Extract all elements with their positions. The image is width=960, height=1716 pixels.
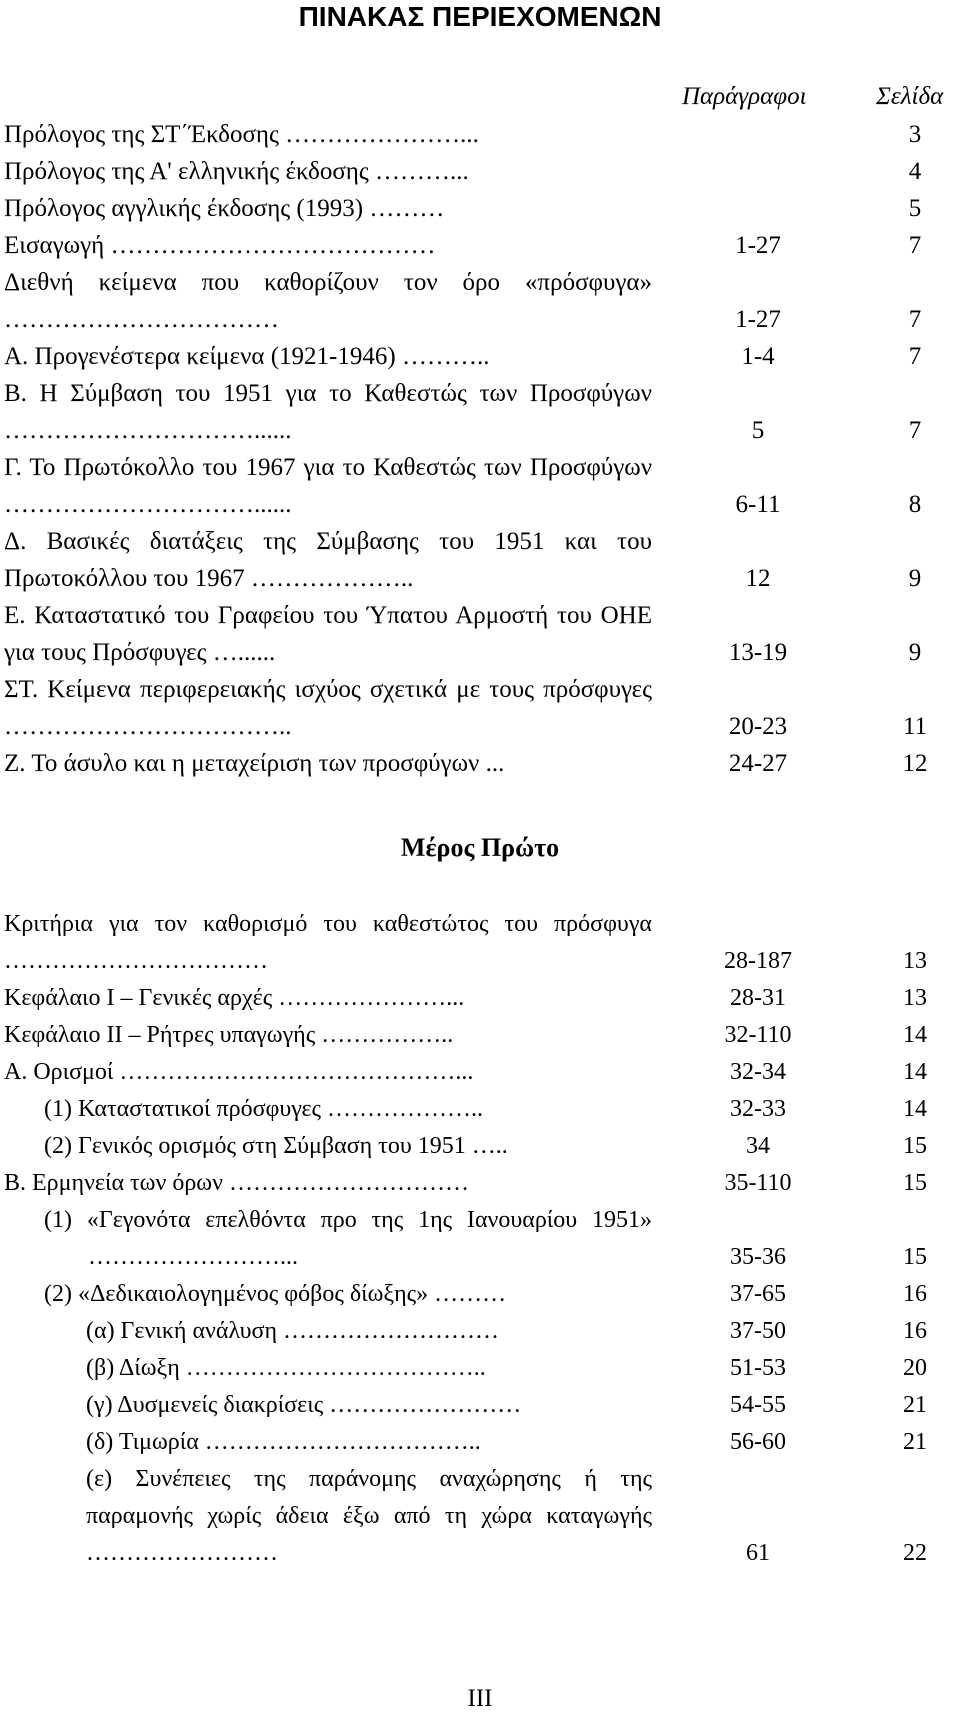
toc-entry [0, 980, 960, 1017]
paragraphs-column-header: Παράγραφοι [682, 83, 807, 110]
toc-entry [0, 153, 960, 190]
toc-entry-paragraphs: 51-53 [730, 1355, 786, 1381]
toc-entry-title: (β) Δίωξη ……………………………….. [86, 1355, 486, 1381]
toc-entry-paragraphs: 28-31 [730, 985, 786, 1011]
toc-entry [0, 190, 960, 227]
toc-entry [0, 1054, 960, 1091]
toc-entry [0, 597, 960, 671]
toc-entry-title: Διεθνή κείμενα που καθορίζουν τον όρο «πρόσφυγα» …………………………… [4, 269, 652, 333]
toc-entry-title: (1) Καταστατικοί πρόσφυγες ……………….. [44, 1096, 484, 1122]
toc-entry-page: 21 [903, 1392, 927, 1418]
toc-entry-page: 13 [903, 985, 927, 1011]
toc-entry-paragraphs: 13-19 [728, 639, 788, 666]
toc-entry-page: 12 [902, 750, 928, 777]
page-column-header: Σελίδα [876, 83, 944, 110]
toc-entry-title: (2) Γενικός ορισμός στη Σύμβαση του 1951 ….. [44, 1133, 508, 1159]
toc-entry [0, 1165, 960, 1202]
toc-entry [0, 671, 960, 745]
toc-entry-title: Δ. Βασικές διατάξεις της Σύμβασης του 1951 και του Πρωτοκόλλου του 1967 ……………….. [4, 528, 652, 592]
toc-entry-paragraphs: 32-110 [724, 1022, 792, 1048]
toc-entry-page: 3 [908, 121, 922, 148]
toc-entry-page: 9 [908, 565, 922, 592]
toc-entry-title: Ε. Καταστατικό του Γραφείου του Ύπατου Αρμοστή του ΟΗΕ για τους Πρόσφυγες …...... [4, 602, 652, 666]
toc-entry-paragraphs: 54-55 [730, 1392, 786, 1418]
toc-entry-page: 16 [903, 1281, 927, 1307]
toc-entry-paragraphs: 61 [746, 1540, 770, 1566]
toc-entry-paragraphs: 12 [745, 565, 771, 592]
toc-entry-page: 4 [908, 158, 922, 185]
toc-entry [0, 1202, 960, 1276]
toc-entry-title: Β. Ερμηνεία των όρων ………………………… [4, 1170, 469, 1196]
toc-entry-paragraphs: 24-27 [728, 750, 788, 777]
toc-entry-paragraphs: 37-65 [730, 1281, 786, 1307]
toc-entry [0, 1350, 960, 1387]
toc-entry-page: 20 [903, 1355, 927, 1381]
toc-entry-page: 14 [903, 1059, 927, 1085]
toc-entry-title: Κεφάλαιο ΙΙ – Ρήτρες υπαγωγής …………….. [4, 1022, 454, 1048]
toc-entry-title: (α) Γενική ανάλυση ……………………… [86, 1318, 500, 1344]
toc-entry [0, 227, 960, 264]
toc-entry [0, 1313, 960, 1350]
toc-entry [0, 375, 960, 449]
toc-entry-paragraphs: 56-60 [730, 1429, 786, 1455]
toc-entry-paragraphs: 37-50 [730, 1318, 786, 1344]
toc-entry [0, 523, 960, 597]
toc-entry-page: 15 [903, 1244, 927, 1270]
part-one-title: Μέρος Πρώτο [400, 833, 560, 862]
toc-entry [0, 1091, 960, 1128]
toc-entry-title: ΣΤ. Κείμενα περιφερειακής ισχύος σχετικά με τους πρόσφυγες …………………………….. [4, 676, 652, 740]
toc-entry-title: Πρόλογος της ΣΤ΄Έκδοσης …………………... [4, 121, 479, 148]
toc-entry-page: 11 [902, 713, 928, 740]
toc-entry-title: Κεφάλαιο Ι – Γενικές αρχές …………………... [4, 985, 465, 1011]
toc-entry [0, 906, 960, 980]
toc-entry-page: 15 [903, 1170, 927, 1196]
toc-introduction-list [0, 116, 960, 782]
toc-entry-page: 14 [903, 1022, 927, 1048]
toc-entry-page: 13 [903, 948, 927, 974]
toc-entry-page: 22 [903, 1540, 927, 1566]
page-number: III [467, 1685, 493, 1712]
toc-entry-page: 5 [908, 195, 922, 222]
toc-entry [0, 449, 960, 523]
toc-entry-paragraphs: 35-110 [724, 1170, 792, 1196]
toc-entry-page: 14 [903, 1096, 927, 1122]
toc-entry-page: 7 [908, 417, 922, 444]
toc-part-one-list [0, 906, 960, 1572]
toc-entry-paragraphs: 35-36 [730, 1244, 786, 1270]
toc-entry [0, 1017, 960, 1054]
toc-entry-paragraphs: 20-23 [728, 713, 788, 740]
toc-entry-page: 7 [908, 306, 922, 333]
column-headers [0, 80, 960, 114]
toc-entry-page: 16 [903, 1318, 927, 1344]
toc-entry-title: Γ. Το Πρωτόκολλο του 1967 για το Καθεστώς των Προσφύγων …………………………...... [4, 454, 652, 518]
toc-entry-title: Κριτήρια για τον καθορισμό του καθεστώτος του πρόσφυγα …………………………… [4, 911, 652, 974]
toc-entry-paragraphs: 5 [751, 417, 765, 444]
toc-entry-title: Εισαγωγή ………………………………… [4, 232, 436, 259]
toc-entry-title: (ε) Συνέπειες της παράνομης αναχώρησης ή της παραμονής χωρίς άδεια έξω από τη χώρα καταγωγής …………………… [86, 1466, 652, 1566]
toc-entry-paragraphs: 34 [746, 1133, 770, 1159]
toc-entry [0, 1424, 960, 1461]
toc-entry-page: 15 [903, 1133, 927, 1159]
toc-entry-page: 21 [903, 1429, 927, 1455]
toc-entry-page: 8 [908, 491, 922, 518]
toc-entry [0, 1128, 960, 1165]
toc-entry-title: Α. Προγενέστερα κείμενα (1921-1946) ……….. [4, 343, 490, 370]
toc-entry-page: 9 [908, 639, 922, 666]
toc-entry [0, 116, 960, 153]
toc-entry [0, 338, 960, 375]
toc-entry [0, 1387, 960, 1424]
toc-entry-paragraphs: 32-34 [730, 1059, 786, 1085]
toc-entry-title: (γ) Δυσμενείς διακρίσεις …………………… [86, 1392, 522, 1418]
toc-entry-title: (2) «Δεδικαιολογημένος φόβος δίωξης» ……… [44, 1281, 507, 1307]
toc-entry-paragraphs: 1-4 [741, 343, 775, 370]
toc-entry [0, 1461, 960, 1572]
toc-entry [0, 745, 960, 782]
toc-entry-title: Β. Η Σύμβαση του 1951 για το Καθεστώς των Προσφύγων …………………………...... [4, 380, 652, 444]
toc-entry [0, 1276, 960, 1313]
toc-entry-title: Πρόλογος αγγλικής έκδοσης (1993) ……… [4, 195, 445, 222]
toc-entry-title: Α. Ορισμοί ……………………………………... [4, 1059, 474, 1085]
toc-entry-paragraphs: 28-187 [724, 948, 792, 974]
toc-entry-page: 7 [908, 343, 922, 370]
toc-entry-title: Ζ. Το άσυλο και η μεταχείριση των προσφύγων ... [4, 750, 505, 777]
toc-entry-paragraphs: 1-27 [735, 306, 781, 333]
toc-entry-paragraphs: 6-11 [735, 491, 781, 518]
toc-entry-page: 7 [908, 232, 922, 259]
toc-entry-paragraphs: 1-27 [735, 232, 781, 259]
toc-entry [0, 264, 960, 338]
toc-entry-paragraphs: 32-33 [730, 1096, 786, 1122]
toc-entry-title: Πρόλογος της Α' ελληνικής έκδοσης ………... [4, 158, 469, 185]
toc-entry-title: (1) «Γεγονότα επελθόντα προ της 1ης Ιανουαρίου 1951» ……………………... [44, 1207, 652, 1270]
document-title: ΠΙΝΑΚΑΣ ΠΕΡΙΕΧΟΜΕΝΩΝ [298, 1, 662, 32]
toc-entry-title: (δ) Τιμωρία …………………………….. [86, 1429, 481, 1455]
